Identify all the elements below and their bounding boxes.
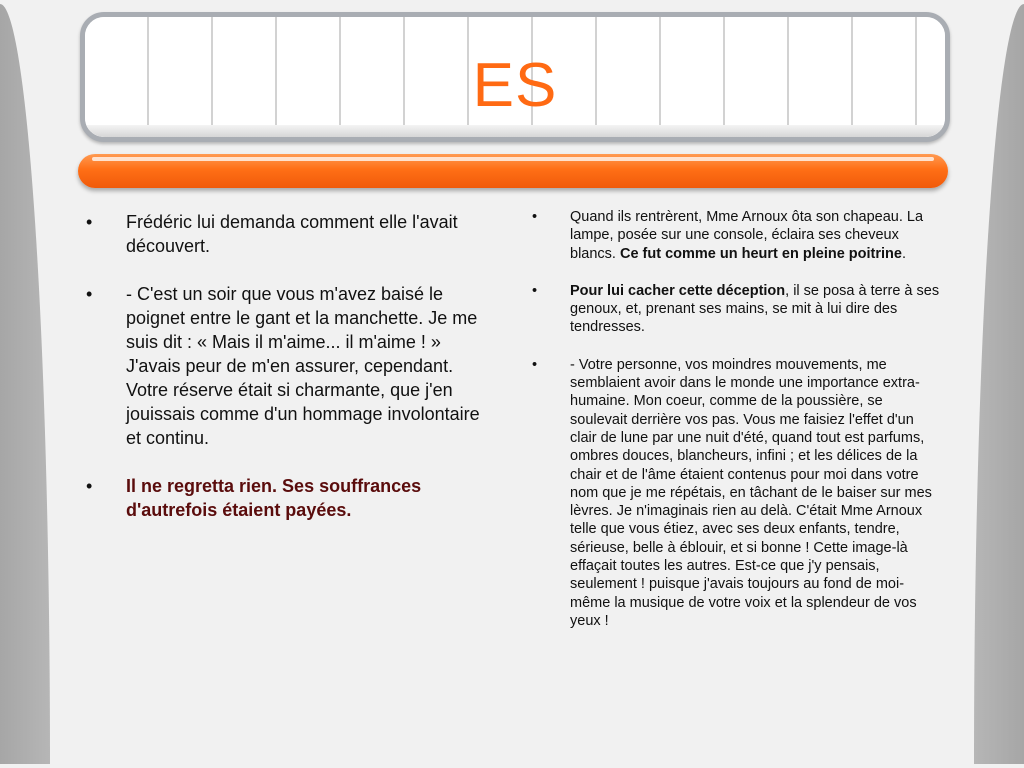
- list-item: [84, 210, 499, 258]
- slide-title: ES: [472, 51, 558, 120]
- paragraph-text: - Votre personne, vos moindres mouvements, me semblaient avoir dans le monde une importance extra-humaine. Mon coeur, comme de la poussière, se soulevait derrière vos pas. Vous me faisiez l'effet d'un clair de lune par une nuit d'été, quand tout est parfums, ombres douces, blancheurs, infini ; et les délices de la chair et de l'âme étaient contenus pour moi dans votre nom que je me répétais, en tâchant de le baiser sur mes lèvres. Je n'imaginais rien au delà. C'était Mme Arnoux telle que vous étiez, avec ses deux enfants, tendre, sérieuse, belle à éblouir, et si bonne ! Cette image-là effaçait toutes les autres. Est-ce que j'y pensais, seulement ! puisque j'avais toujours au fond de moi-même la musique de votre voix et la splendeur de vos yeux !: [570, 356, 932, 629]
- list-item: [528, 356, 940, 630]
- bullet-icon: •: [86, 212, 93, 232]
- right-decorative-pillar: [974, 4, 1024, 764]
- bullet-icon: •: [86, 476, 93, 496]
- bullet-icon: •: [532, 209, 538, 225]
- paragraph-text: Quand ils rentrèrent, Mme Arnoux ôta son chapeau. La lampe, posée sur une console, éclaira ses cheveux blancs.: [570, 209, 924, 262]
- paragraph-text: Frédéric lui demanda comment elle l'avait découvert.: [126, 212, 458, 256]
- title-frame: [80, 12, 950, 142]
- bullet-icon: •: [86, 284, 93, 304]
- emphasis-text: Il ne regretta rien. Ses souffrances d'autrefois étaient payées.: [126, 476, 422, 520]
- bold-text: Pour lui cacher cette déception: [570, 282, 786, 299]
- list-item: [84, 282, 499, 450]
- bullet-icon: •: [532, 282, 538, 299]
- paragraph-text: , il se posa à terre à ses genoux, et, prenant ses mains, se mit à lui dire des tendresses.: [570, 282, 940, 336]
- right-text-column: [528, 208, 940, 649]
- paragraph-text-end: .: [901, 245, 906, 262]
- orange-divider-bar: [78, 154, 948, 188]
- paragraph-text: - C'est un soir que vous m'avez baisé le poignet entre le gant et la manchette. Je me suis dit : « Mais il m'aime... il m'aime ! » J'avais peur de m'en assurer, cependant. Votre réserve était si charmante, que j'en jouissais comme d'un hommage involontaire et continu.: [126, 284, 480, 448]
- bold-text: Ce fut comme un heurt en pleine poitrine: [619, 245, 902, 262]
- title-bottom-band: [85, 125, 945, 137]
- bullet-icon: •: [532, 356, 538, 373]
- left-decorative-pillar: [0, 4, 50, 764]
- left-text-column: [84, 210, 499, 546]
- list-item: [528, 208, 940, 263]
- list-item: [528, 282, 940, 337]
- list-item: [84, 474, 499, 522]
